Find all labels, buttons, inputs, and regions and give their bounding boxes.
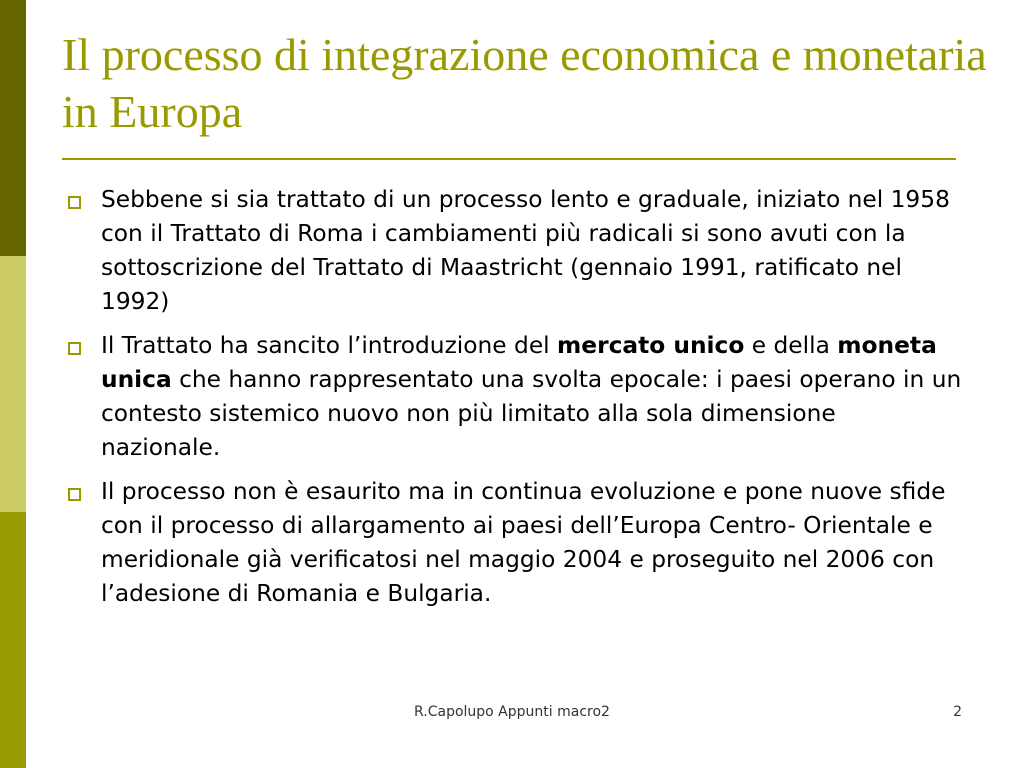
bullet-bold-term: moneta unica (101, 332, 937, 393)
bullet-text-part: che hanno rappresentato una svolta epocale: i paesi operano in un contesto sistemico nuovo non più limitato alla sola dimensione nazionale. (101, 366, 962, 461)
page-number: 2 (953, 704, 962, 720)
bullet-item-2 (62, 329, 962, 465)
footer-text: R.Capolupo Appunti macro2 (414, 704, 610, 720)
bullet-item-1 (62, 183, 962, 319)
slide-title: Il processo di integrazione economica e monetaria in Europa (62, 29, 987, 137)
square-bullet-icon (68, 342, 81, 355)
square-bullet-icon (68, 196, 81, 209)
title-underline (62, 158, 956, 160)
bullet-text-part: e della (744, 332, 838, 359)
bullet-list (62, 183, 962, 621)
square-bullet-icon (68, 488, 81, 501)
bullet-item-3 (62, 475, 962, 611)
bullet-bold-term: mercato unico (557, 332, 745, 359)
sidebar-segment-light (0, 256, 26, 512)
bullet-text: Il processo non è esaurito ma in continua evoluzione e pone nuove sfide con il processo di allargamento ai paesi dell’Europa Centro- Orientale e meridionale già verificatosi nel maggio 2004 e proseguito nel 2006 con l’adesione di Romania e Bulgaria. (101, 478, 946, 607)
sidebar-segment-mid (0, 512, 26, 768)
bullet-text: Sebbene si sia trattato di un processo lento e graduale, iniziato nel 1958 con il Trattato di Roma i cambiamenti più radicali si sono avuti con la sottoscrizione del Trattato di Maastricht (gennaio 1991, ratificato nel 1992) (101, 186, 950, 315)
bullet-text-part: Il Trattato ha sancito l’introduzione del (101, 332, 558, 359)
sidebar-segment-dark (0, 0, 26, 256)
